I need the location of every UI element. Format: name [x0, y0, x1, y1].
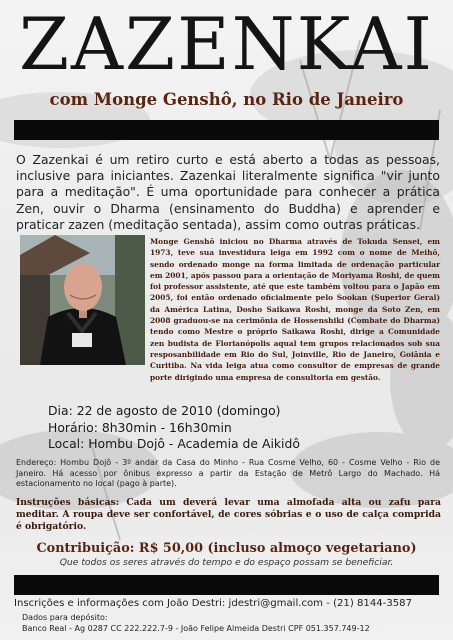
instructions-text: Instruções básicas: Cada um deverá levar uma almofada alta ou zafu para meditar. A roupa deve ser confortável, de cores sóbrias e o uso de calça comprida é obrigatório.	[16, 497, 441, 533]
deposit-details: Banco Real - Ag 0287 CC 222.222.7-9 - João Felipe Almeida Destri CPF 051.357.749-12	[22, 624, 370, 633]
monk-photo	[20, 235, 145, 365]
divider-bar-bottom	[14, 575, 439, 595]
deposit-info	[22, 612, 442, 634]
event-details	[48, 403, 348, 453]
deposit-heading: Dados para depósito:	[22, 613, 108, 622]
event-location: Local: Hombu Dojô - Academia de Aikidô	[48, 436, 300, 452]
intro-paragraph: O Zazenkai é um retiro curto e está aberto a todas as pessoas, inclusive para iniciantes. Zazenkai literalmente significa "vir junto para a meditação". É uma oportunidade para conhecer a prática Zen, ouvir o Dharma (ensinamento do Buddha) e aprender e praticar zazen (meditação sentada), assim como outras práticas.	[16, 152, 440, 232]
divider-bar-top	[14, 120, 439, 140]
event-time: Horário: 8h30min - 16h30min	[48, 419, 232, 435]
address-text: Endereço: Hombu Dojô - 3º andar da Casa do Minho - Rua Cosme Velho, 60 - Cosme Velho - Rio de Janeiro. Há acesso por ônibus expresso a partir da Estação de Metrô Largo do Machado. Há estacionamento no local (pago à parte).	[16, 458, 440, 488]
contact-info: Inscrições e informações com João Destri: jdestri@gmail.com - (21) 8144-3587	[14, 598, 413, 609]
monk-biography: Monge Genshô iniciou no Dharma através de Tokuda Sensei, em 1973, teve sua investidura leiga em 1992 com o nome de Meihô, sendo ordenado monge na forma limitada de ordenação particular em 2001, após passou para a orientação de Moriyama Roshi, de quem foi professor assistente, até que este também voltou para o Japão em 2005, foi então ordenado oficialmente pelo Sookan (Superior Geral) da América Latina, Dosho Saikawa Roshi, monge da Soto Zen, em 2008 graduou-se na cerimônia de Hossenshiki (Combate do Dharma) tendo como Mestre o próprio Saikawa Roshi, dirige a Comunidade zen budista de Florianópolis aqual tem grupos relacionados sob sua resposanbilidade em Rio do Sul, Joinville, Rio de Janeiro, Goiânia e Curitiba. Na vida leiga atua como consultor de empresas de grande porte dirigindo uma empresa de consultoria em gestão.	[150, 237, 440, 382]
page-subtitle: com Monge Genshô, no Rio de Janeiro	[49, 90, 404, 109]
page-title: ZAZENKAI	[19, 2, 434, 86]
event-date: Dia: 22 de agosto de 2010 (domingo)	[48, 403, 281, 418]
price-text: Contribuição: R$ 50,00 (incluso almoço vegetariano)	[36, 541, 417, 556]
tagline-text: Que todos os seres através do tempo e do espaço possam se beneficiar.	[59, 557, 394, 568]
